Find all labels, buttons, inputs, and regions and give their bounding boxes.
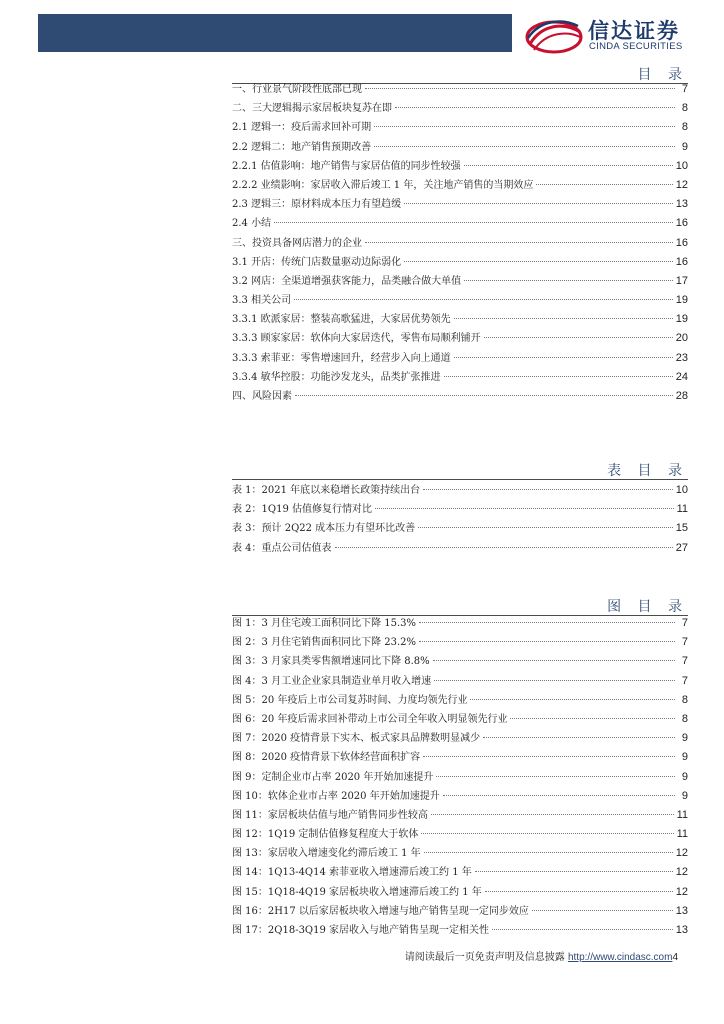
toc-entry[interactable] [232, 176, 688, 195]
toc-leader-dots [424, 852, 673, 853]
toc-leader-dots [418, 527, 673, 528]
toc-leader-dots [431, 814, 674, 815]
toc-entry-label: 3.3.3 索菲亚：零售增速回升，经营步入向上通道 [232, 352, 451, 364]
toc-entry-label: 图 6：20 年疫后需求回补带动上市公司全年收入明显领先行业 [232, 713, 508, 725]
toc-entry[interactable] [232, 883, 688, 902]
toc-entry-page: 11 [676, 828, 688, 841]
toc-entry[interactable] [232, 844, 688, 863]
toc-entry-label: 表 1：2021 年底以来稳增长政策持续出台 [232, 485, 421, 496]
toc-leader-dots [433, 660, 675, 661]
toc-entry-page: 13 [675, 198, 688, 211]
toc-entry-label: 图 14：1Q13-4Q14 索菲亚收入增速滞后竣工约 1 年 [232, 867, 472, 879]
toc-entry[interactable] [232, 787, 688, 806]
toc-leader-dots [464, 280, 673, 281]
toc-entry[interactable] [232, 614, 688, 633]
toc-entry-label: 图 8：2020 疫情背景下软体经营面积扩容 [232, 752, 421, 764]
toc-entry[interactable] [232, 349, 688, 368]
toc-entry[interactable] [232, 672, 688, 691]
toc-leader-dots [374, 126, 675, 127]
toc-entry-label: 图 16：2H17 以后家居板块收入增速与地产销售呈现一定同步效应 [232, 905, 529, 917]
toc-entry-label: 3.3.3 顾家家居：软体向大家居迭代，零售布局顺利铺开 [232, 333, 481, 345]
toc-entry-label: 图 7：2020 疫情背景下实木、板式家具品牌数明显减少 [232, 733, 481, 745]
toc-entry-page: 10 [675, 159, 688, 172]
toc-entry-label: 图 10：软体企业市占率 2020 年开始加速提升 [232, 790, 440, 802]
toc-entry-label: 图 1：3 月住宅竣工面积同比下降 15.3% [232, 618, 417, 629]
page-footer [405, 948, 678, 963]
toc-entry-label: 2.3 逻辑三：原材料成本压力有望趋缓 [232, 199, 402, 211]
toc-entry[interactable] [232, 748, 688, 767]
toc-entry-label: 3.3.1 欧派家居：整装高歌猛进，大家居优势领先 [232, 314, 451, 326]
toc-leader-dots [443, 795, 675, 796]
toc-entry[interactable] [232, 118, 688, 137]
toc-entry[interactable] [232, 691, 688, 710]
tables-toc-list [232, 481, 688, 558]
toc-leader-dots [419, 641, 675, 642]
toc-entry[interactable] [232, 633, 688, 652]
toc-entry[interactable] [232, 539, 688, 558]
toc-entry-page: 27 [675, 541, 688, 554]
toc-leader-dots [484, 337, 673, 338]
toc-entry[interactable] [232, 157, 688, 176]
toc-entry-label: 3.2 网店：全渠道增强获客能力，品类融合做大单值 [232, 275, 462, 287]
toc-entry-label: 图 11：家居板块估值与地产销售同步性较高 [232, 809, 428, 821]
toc-leader-dots [395, 107, 675, 108]
toc-entry[interactable] [232, 921, 688, 940]
toc-leader-dots [423, 756, 675, 757]
cinda-logo [524, 14, 696, 56]
toc-entry[interactable] [232, 768, 688, 787]
toc-entry-label: 图 13：家居收入增速变化约滞后竣工 1 年 [232, 848, 421, 860]
toc-entry-page: 16 [675, 236, 688, 249]
disclaimer-text: 请阅读最后一页免责声明及信息披露 [404, 952, 565, 963]
toc-entry[interactable] [232, 253, 688, 272]
toc-leader-dots [404, 203, 673, 204]
toc-entry[interactable] [232, 500, 688, 519]
website-link[interactable]: http://www.cindasc.com [567, 952, 673, 963]
toc-entry-page: 7 [681, 674, 688, 687]
toc-entry-page: 7 [681, 655, 688, 668]
toc-entry-page: 12 [675, 178, 688, 191]
toc-leader-dots [419, 622, 675, 623]
toc-entry[interactable] [232, 710, 688, 729]
toc-leader-dots [444, 376, 673, 377]
toc-leader-dots [454, 318, 673, 319]
logo-chinese-text: 信达证券 [588, 19, 680, 43]
toc-leader-dots [436, 776, 675, 777]
toc-entry-label: 3.1 开店：传统门店数量驱动边际弱化 [232, 256, 402, 268]
toc-entry-page: 15 [675, 522, 688, 535]
toc-entry-page: 7 [681, 636, 688, 649]
toc-entry-page: 13 [675, 924, 688, 936]
toc-entry-label: 图 3：3 月家具类零售额增速同比下降 8.8% [232, 656, 430, 668]
toc-entry-page: 8 [681, 693, 688, 706]
toc-leader-dots [532, 910, 673, 911]
toc-entry-page: 24 [675, 370, 688, 383]
toc-entry[interactable] [232, 195, 688, 214]
toc-leader-dots [475, 871, 673, 872]
toc-leader-dots [335, 547, 673, 548]
toc-entry-page: 8 [681, 102, 688, 115]
tables-toc-rule [232, 479, 688, 480]
toc-entry[interactable] [232, 652, 688, 671]
toc-entry-page: 20 [675, 332, 688, 345]
toc-leader-dots [365, 88, 675, 89]
toc-leader-dots [483, 737, 675, 738]
toc-entry[interactable] [232, 329, 688, 348]
toc-leader-dots [492, 929, 673, 930]
toc-entry-page: 28 [675, 390, 688, 402]
toc-leader-dots [294, 299, 673, 300]
toc-entry[interactable] [232, 234, 688, 253]
toc-leader-dots [274, 222, 673, 223]
toc-leader-dots [421, 833, 673, 834]
toc-entry[interactable] [232, 863, 688, 882]
toc-entry-page: 17 [675, 274, 688, 287]
toc-entry-label: 表 2：1Q19 估值修复行情对比 [232, 504, 373, 516]
toc-entry-page: 16 [675, 217, 688, 230]
toc-entry-page: 19 [675, 294, 688, 307]
toc-entry-page: 9 [681, 140, 688, 153]
toc-entry-page: 9 [681, 732, 688, 745]
toc-entry[interactable] [232, 387, 688, 406]
toc-entry-label: 图 2：3 月住宅销售面积同比下降 23.2% [232, 637, 417, 649]
contents-title: 目 录 [637, 67, 688, 83]
toc-entry[interactable] [232, 310, 688, 329]
toc-entry-page: 12 [675, 847, 688, 860]
toc-entry-label: 四、风险因素 [232, 391, 292, 402]
toc-entry-page: 9 [681, 751, 688, 764]
toc-entry-label: 图 9：定制企业市占率 2020 年开始加速提升 [232, 771, 434, 783]
toc-leader-dots [510, 718, 675, 719]
header-band [38, 14, 512, 52]
toc-entry[interactable] [232, 481, 688, 500]
toc-entry-page: 13 [675, 904, 688, 917]
toc-entry-page: 23 [675, 351, 688, 364]
toc-entry-page: 8 [681, 121, 688, 134]
cinda-logo-mark-icon [524, 14, 584, 56]
toc-entry[interactable] [232, 729, 688, 748]
toc-entry-page: 9 [681, 770, 688, 783]
toc-entry[interactable] [232, 902, 688, 921]
figures-toc-list [232, 614, 688, 940]
toc-entry-page: 19 [675, 313, 688, 326]
toc-entry[interactable] [232, 138, 688, 157]
toc-entry[interactable] [232, 519, 688, 538]
toc-entry-label: 图 17：2Q18-3Q19 家居收入与地产销售呈现一定相关性 [232, 925, 490, 936]
toc-leader-dots [464, 165, 673, 166]
toc-entry-label: 图 4：3 月工业企业家具制造业单月收入增速 [232, 675, 432, 687]
toc-entry-label: 2.2.2 业绩影响：家居收入滞后竣工 1 年，关注地产销售的当期效应 [232, 179, 534, 191]
toc-leader-dots [375, 508, 674, 509]
toc-entry-label: 二、三大逻辑揭示家居板块复苏在即 [232, 103, 392, 115]
toc-entry-page: 12 [675, 885, 688, 898]
toc-leader-dots [374, 146, 675, 147]
toc-entry[interactable] [232, 214, 688, 233]
toc-leader-dots [536, 184, 672, 185]
toc-entry[interactable] [232, 291, 688, 310]
toc-entry-label: 图 5：20 年疫后上市公司复苏时间、力度均领先行业 [232, 694, 468, 706]
toc-entry[interactable] [232, 272, 688, 291]
toc-entry[interactable] [232, 825, 688, 844]
toc-entry[interactable] [232, 99, 688, 118]
page-number: 4 [672, 952, 678, 963]
toc-entry-label: 2.4 小结 [232, 218, 272, 230]
toc-entry-label: 表 4：重点公司估值表 [232, 542, 332, 554]
toc-entry-page: 12 [675, 866, 688, 879]
toc-entry-label: 2.2 逻辑二：地产销售预期改善 [232, 141, 372, 153]
toc-entry-label: 2.2.1 估值影响：地产销售与家居估值的同步性较强 [232, 160, 461, 172]
logo-english-text: CINDA SECURITIES [589, 41, 683, 52]
toc-leader-dots [485, 891, 673, 892]
toc-entry-page: 16 [675, 255, 688, 268]
toc-leader-dots [454, 357, 673, 358]
toc-entry-page: 11 [676, 503, 688, 516]
figures-toc-title: 图 目 录 [607, 599, 688, 615]
toc-entry-page: 11 [676, 808, 688, 821]
toc-entry[interactable] [232, 368, 688, 387]
toc-leader-dots [423, 489, 673, 490]
toc-entry[interactable] [232, 80, 688, 99]
toc-leader-dots [470, 699, 675, 700]
tables-toc-title: 表 目 录 [607, 463, 688, 479]
toc-entry-label: 2.1 逻辑一：疫后需求回补可期 [232, 122, 372, 134]
toc-entry[interactable] [232, 806, 688, 825]
toc-entry-label: 图 15：1Q18-4Q19 家居板块收入增速滞后竣工约 1 年 [232, 886, 482, 898]
toc-entry-label: 图 12：1Q19 定制估值修复程度大于软体 [232, 829, 419, 841]
toc-leader-dots [404, 261, 673, 262]
toc-entry-label: 3.3 相关公司 [232, 295, 292, 307]
toc-entry-label: 3.3.4 敏华控股：功能沙发龙头，品类扩张推进 [232, 371, 441, 383]
toc-entry-page: 7 [681, 617, 688, 629]
toc-leader-dots [365, 242, 673, 243]
toc-entry-label: 一、行业景气阶段性底部已现 [232, 84, 362, 95]
toc-entry-label: 三、投资具备网店潜力的企业 [232, 237, 362, 249]
contents-list [232, 80, 688, 406]
toc-entry-page: 7 [681, 83, 688, 95]
toc-entry-label: 表 3：预计 2Q22 成本压力有望环比改善 [232, 523, 416, 535]
toc-leader-dots [434, 680, 675, 681]
toc-entry-page: 8 [681, 712, 688, 725]
toc-entry-page: 9 [681, 789, 688, 802]
toc-leader-dots [295, 395, 673, 396]
toc-entry-page: 10 [675, 484, 688, 496]
